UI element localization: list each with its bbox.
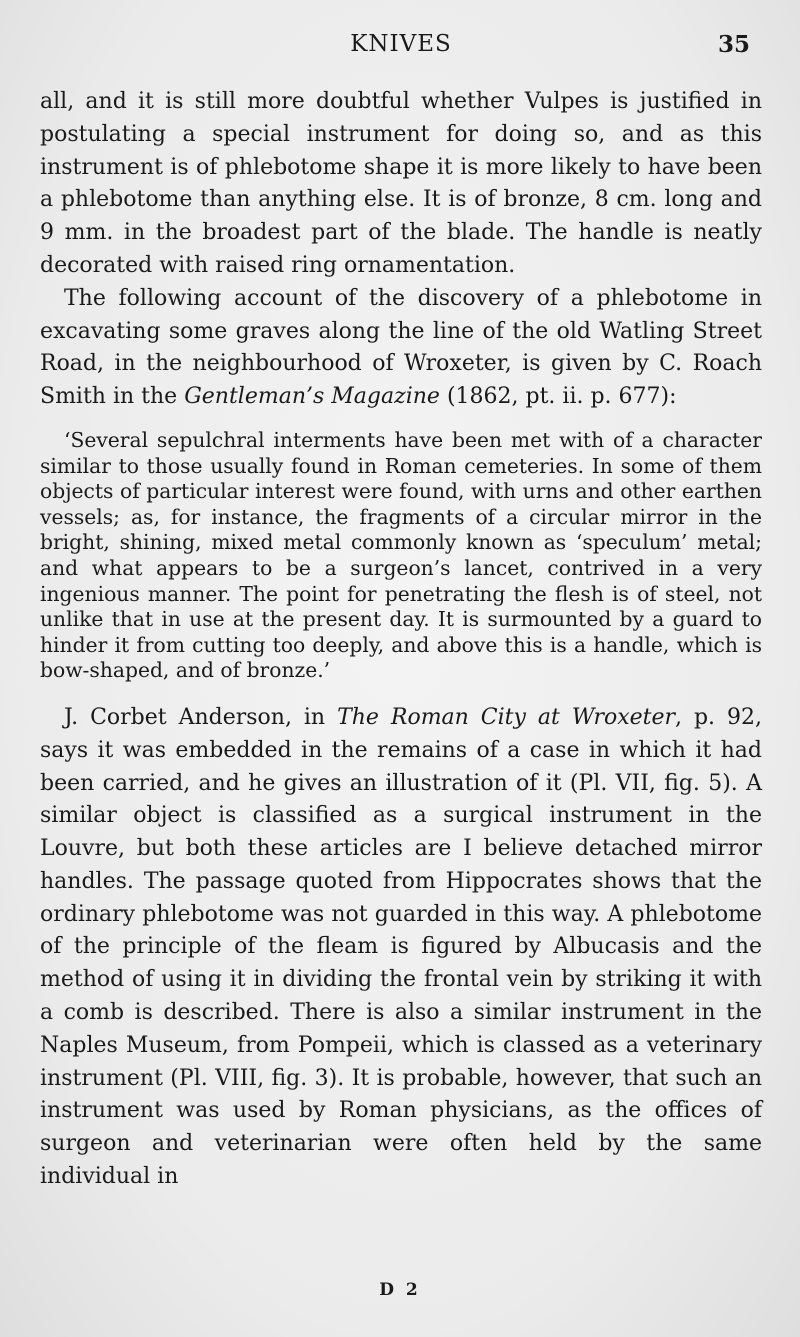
- paragraph-text: The following account of the discovery of a phlebotome in excavating some graves along the line of the old Watling Street Road, in the neighbourhood of Wroxeter, is given by C. Roach Smith in the: [40, 285, 762, 410]
- paragraph-text: J. Corbet Anderson, in: [64, 704, 338, 730]
- block-quote: ‘Several sepulchral interments have been met with of a character similar to those usually found in Roman cemeteries. In some of them objects of particular interest were found, with urns and other earthen vessels; as, for instance, the fragments of a circular mirror in the bright, shining, mixed metal commonly known as ‘speculum’ metal; and what appears to be a surgeon’s lancet, contrived in a very ingenious manner. The point for penetrating the flesh is of steel, not unlike that in use at the present day. It is surmounted by a guard to hinder it from cutting too deeply, and above this is a handle, which is bow-shaped, and of bronze.’: [40, 427, 762, 683]
- page-number: 35: [717, 31, 750, 58]
- page-header: [40, 0, 762, 64]
- book-title: The Roman City at Wroxeter: [337, 704, 676, 730]
- signature-mark: D 2: [379, 1280, 421, 1300]
- paragraph-text: , p. 92, says it was embedded in the remains of a case in which it had been carried, and he gives an illustration of it (Pl. VII, fig. 5). A similar object is classified as a surgical instrument in the Louvre, but both these articles are I believe detached mirror handles. The passage quoted from Hippocrates shows that the ordinary phlebotome was not guarded in this way. A phlebotome of the principle of the fleam is figured by Albucasis and the method of using it in dividing the frontal vein by striking it with a comb is described. There is also a similar instrument in the Naples Museum, from Pompeii, which is classed as a veterinary instrument (Pl. VIII, fig. 3). It is probable, however, that such an instrument was used by Roman physicians, as the offices of surgeon and veterinarian were often held by the same individual in: [40, 704, 762, 1190]
- paragraph-anderson: [40, 702, 762, 1194]
- journal-title: Gentleman’s Magazine: [184, 384, 440, 410]
- paragraph-continuation: all, and it is still more doubtful whether Vulpes is justified in postulating a special instrument for doing so, and as this instrument is of phlebotome shape it is more likely to have been a phlebotome than anything else. It is of bronze, 8 cm. long and 9 mm. in the broadest part of the blade. The handle is neatly decorated with raised ring ornamentation.: [40, 89, 762, 278]
- running-title: KNIVES: [350, 31, 452, 57]
- paragraph-text: (1862, pt. ii. p. 677):: [439, 384, 677, 410]
- paragraph-discovery-account: [40, 283, 762, 414]
